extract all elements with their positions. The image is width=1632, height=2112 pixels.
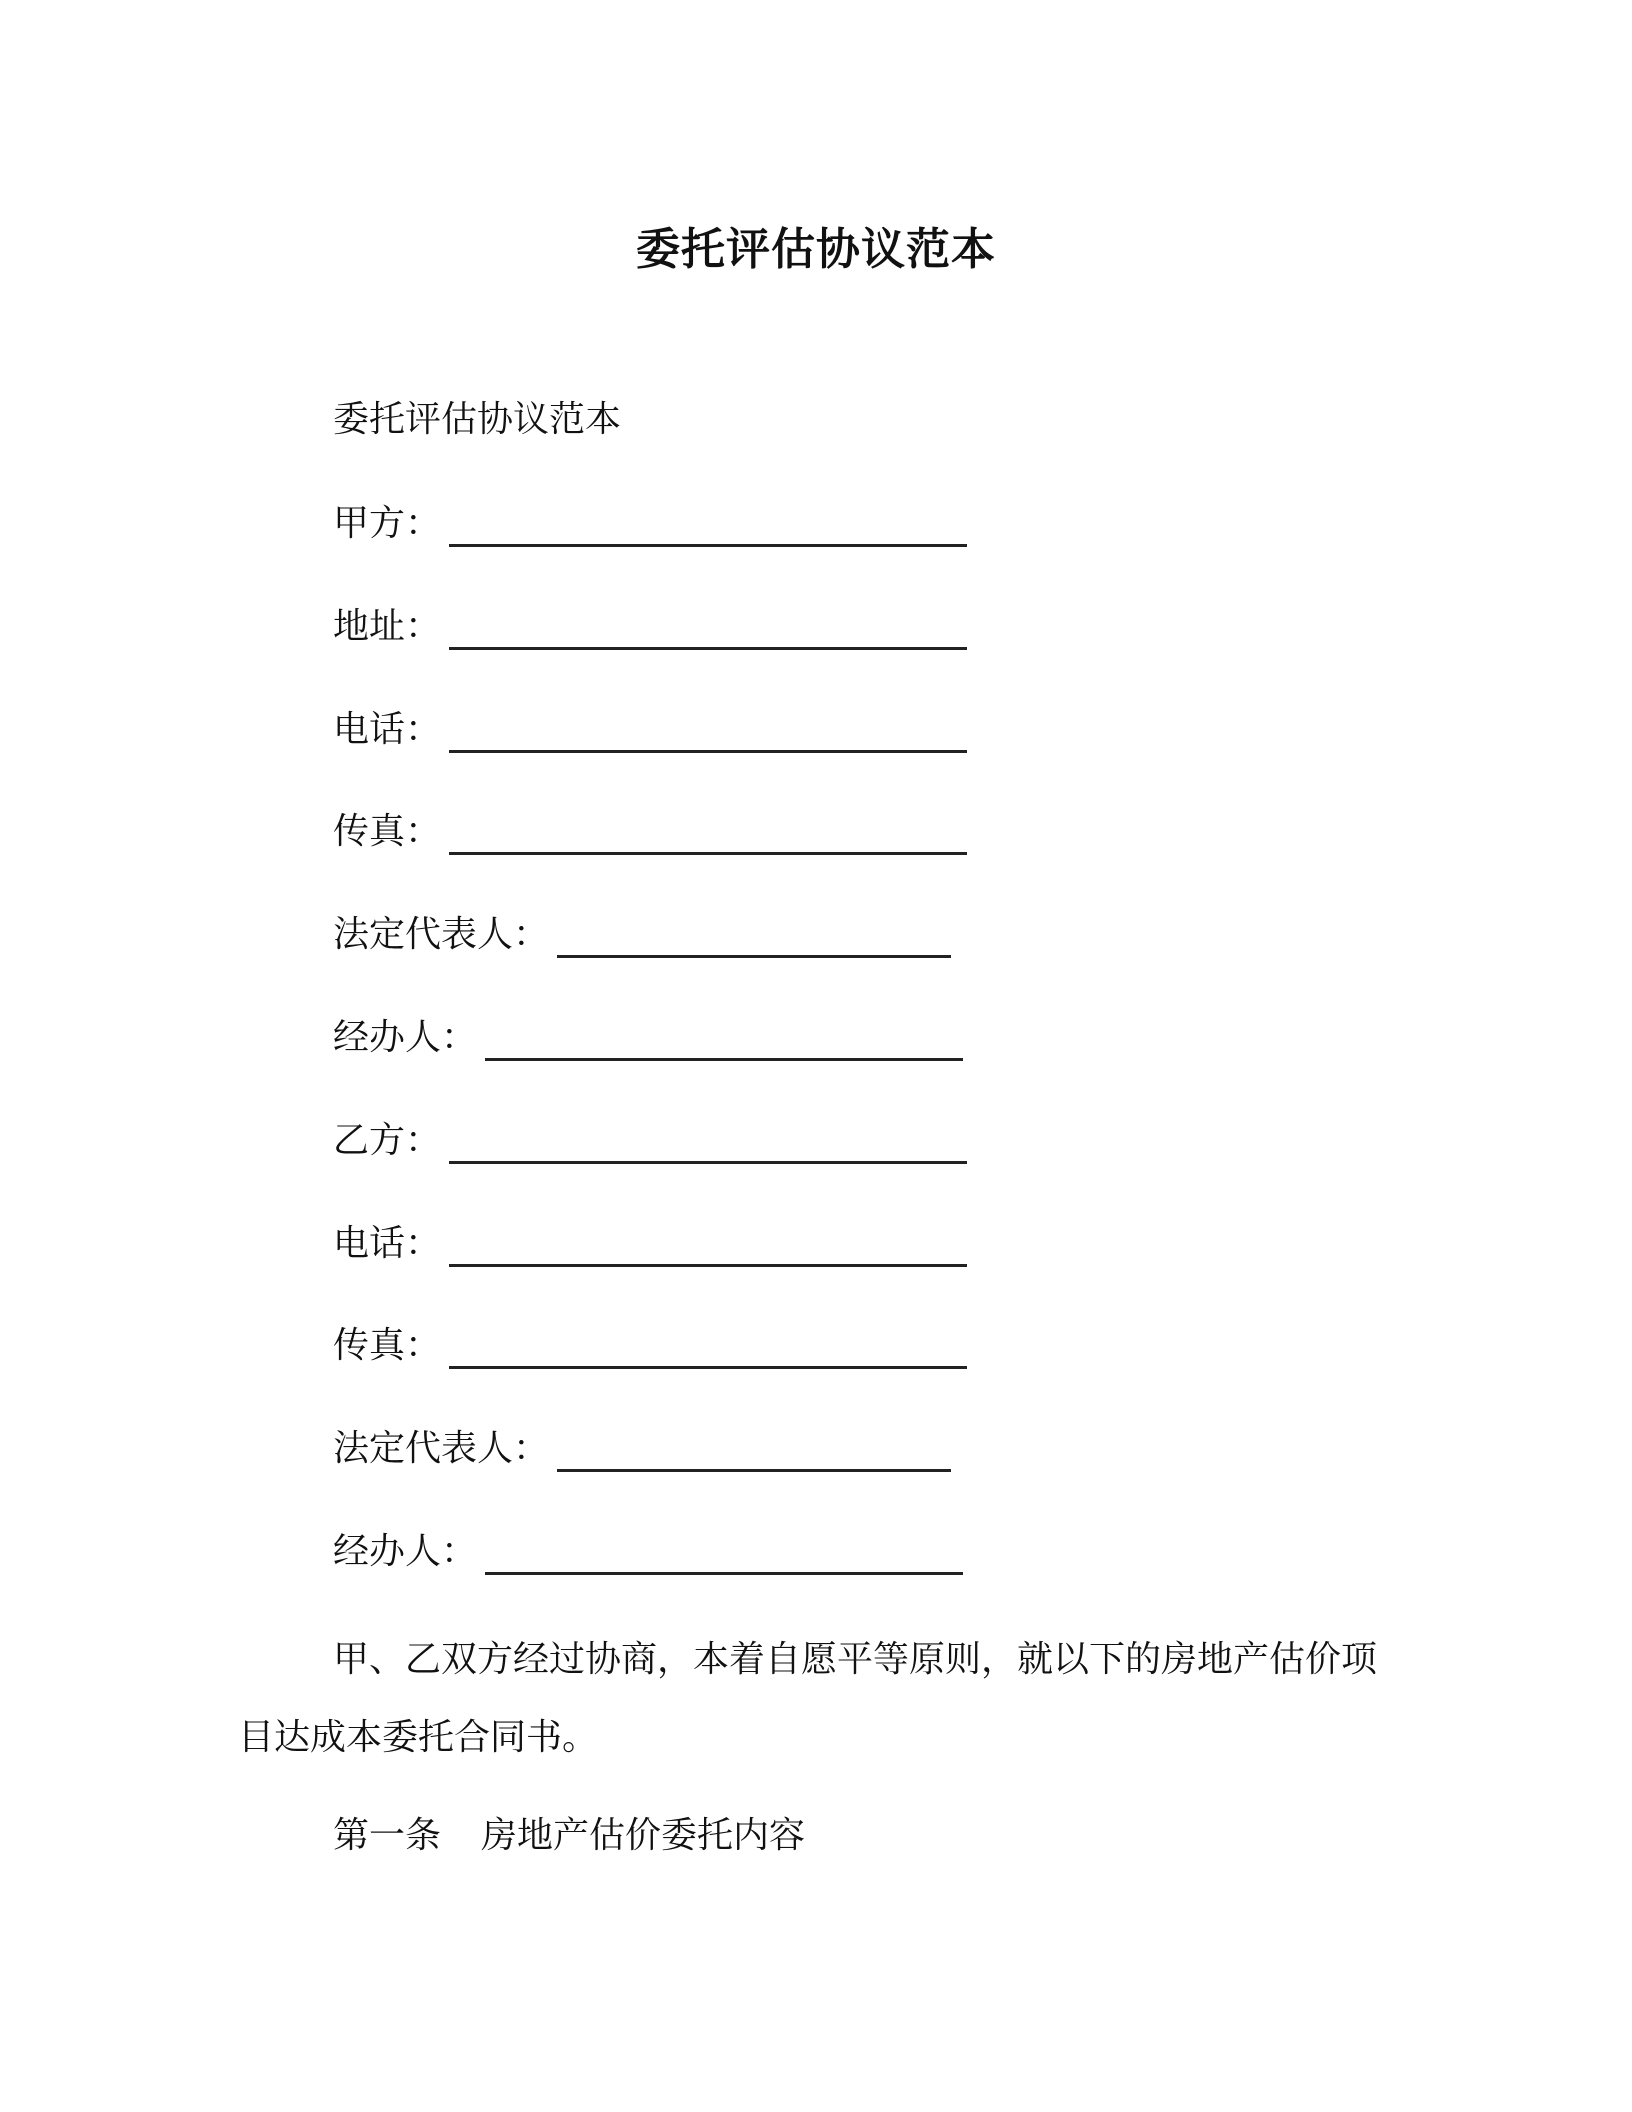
party-a-legal-rep-field [333,911,951,959]
party-a-handler-label: 经办人： [333,1017,478,1058]
article-1-title: 房地产估价委托内容 [481,1815,806,1856]
party-b-fax-label: 传真： [333,1325,442,1366]
document-subtitle: 委托评估协议范本 [333,399,622,440]
intro-paragraph: 甲、乙双方经过协商，本着自愿平等原则，就以下的房地产估价项目达成本委托合同书。 [238,1639,1378,1758]
party-b-handler-field [333,1528,963,1576]
article-1-heading [333,1812,805,1860]
party-a-legal-rep-label: 法定代表人： [333,914,550,955]
party-a-fax-label: 传真： [333,811,442,852]
party-a-address-field [333,603,967,651]
party-a-phone-blank[interactable] [449,706,967,753]
party-b-fax-field [333,1322,967,1370]
party-a-phone-label: 电话： [333,709,442,750]
party-b-phone-field [333,1220,967,1268]
party-b-fax-blank[interactable] [449,1322,967,1369]
party-b-legal-rep-label: 法定代表人： [333,1428,550,1469]
party-a-handler-blank[interactable] [485,1014,963,1061]
party-a-address-label: 地址： [333,606,442,647]
party-b-phone-blank[interactable] [449,1220,967,1267]
party-b-handler-blank[interactable] [485,1528,963,1575]
party-b-phone-label: 电话： [333,1223,442,1264]
party-a-fax-field [333,808,967,856]
party-a-handler-field [333,1014,963,1062]
party-b-legal-rep-blank[interactable] [557,1425,951,1472]
party-b-handler-label: 经办人： [333,1531,478,1572]
party-b-name-field [333,1117,967,1165]
party-a-legal-rep-blank[interactable] [557,911,951,958]
party-b-name-blank[interactable] [449,1117,967,1164]
party-b-legal-rep-field [333,1425,951,1473]
document-title: 委托评估协议范本 [636,224,996,275]
article-1-number: 第一条 [333,1815,442,1856]
party-b-name-label: 乙方： [333,1120,442,1161]
party-a-name-blank[interactable] [449,500,967,547]
party-a-name-label: 甲方： [333,503,442,544]
party-a-fax-blank[interactable] [449,808,967,855]
party-a-address-blank[interactable] [449,603,967,650]
party-a-phone-field [333,706,967,754]
party-a-name-field [333,500,967,548]
